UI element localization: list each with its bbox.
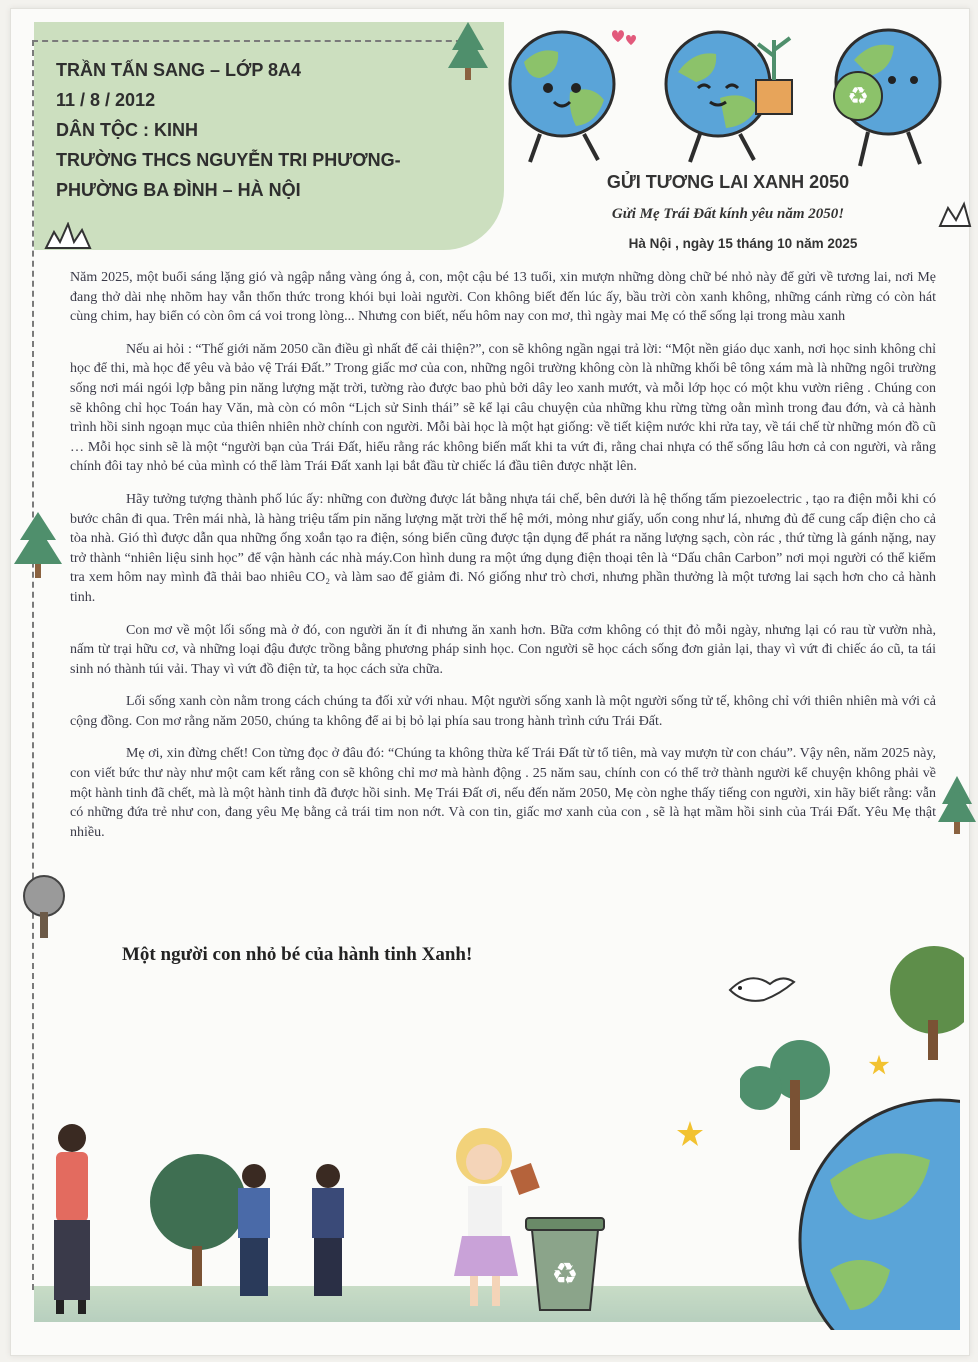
letter-body bbox=[70, 268, 936, 855]
recycle-bin-icon bbox=[520, 1210, 610, 1314]
letter-subtitle: Gửi Mẹ Trái Đất kính yêu năm 2050! bbox=[611, 206, 845, 222]
star-icon bbox=[868, 1054, 890, 1076]
boy-figure-icon bbox=[300, 1160, 356, 1310]
teacher-figure-icon bbox=[40, 1120, 100, 1320]
paragraph: Nếu ai hỏi : “Thế giới năm 2050 cần điều gì nhất để cải thiện?”, con sẽ không ngần ngại trả lời: “Một nền giáo dục xanh, nơi học sinh không chỉ học để thi, mà học để yêu và bảo vệ Trái Đất.” Trong giấc mơ của con, những ngôi trường không còn là những khối bê tông xám mà là những ngôi trường sống nơi mái ngói lợp bằng pin năng lượng mặt trời, tường rào được bao phủ bởi dây leo xanh mướt, và mỗi lớp học có một khu vườn riêng . Chúng con sẽ không chỉ học Toán hay Văn, mà còn có môn “Lịch sử Sinh thái” sẽ kể lại câu chuyện của những khu rừng từng oằn mình trong đau đớn, và cả hành trình hồi sinh ngoạn mục của thiên nhiên nhờ chính con người. Mỗi bài học là một hạt giống: về tiết kiệm nước khi rửa tay, về tái chế từ những món đồ cũ … Mỗi học sinh sẽ là một “người bạn của Trái Đất, hiểu rằng rác không biến mất khi ta vứt đi, rằng chai nhựa có thể sống lâu hơn cả con người, và rằng chính đôi tay nhỏ bé của mình có thể làm Trái Đất xanh lại bắt đầu từ chiếc lá đầu tiên được nhặt lên. bbox=[70, 341, 936, 475]
school-address: PHƯỜNG BA ĐÌNH – HÀ NỘI bbox=[56, 180, 301, 200]
round-tree-icon bbox=[16, 872, 72, 942]
earth-mascot-icon bbox=[660, 20, 800, 170]
pine-tree-icon bbox=[10, 510, 66, 582]
paragraph: Con mơ về một lối sống mà ở đó, con người ăn ít đi nhưng ăn xanh hơn. Bữa cơm không có thịt đỏ mỗi ngày, nhưng lại có rau từ vườn nhà, nấm từ trại hữu cơ, và những loại đậu được trồng bằng phương pháp sinh học. Con người sẽ học cách sống đơn giản lại, thay vì vứt đi chiếc áo cũ, ta tái sinh nó thành túi vải. Thay vì vứt đồ điện tử, ta học cách sửa chữa. bbox=[70, 622, 936, 677]
pine-tree-icon bbox=[936, 774, 978, 838]
student-name-class: TRẦN TẤN SANG – LỚP 8A4 bbox=[56, 60, 302, 80]
birth-date: 11 / 8 / 2012 bbox=[56, 90, 156, 110]
letter-date: Hà Nội , ngày 15 tháng 10 năm 2025 bbox=[628, 236, 858, 251]
earth-mascot-icon bbox=[828, 16, 948, 176]
paragraph: Hãy tưởng tượng thành phố lúc ấy: những con đường được lát bằng nhựa tái chế, bên dưới là hệ thống tấm piezoelectric , tạo ra điện mỗi khi có bước chân đi qua. Trên mái nhà, là hàng triệu tấm pin năng lượng mặt trời thế hệ mới, mỏng như giấy, uốn cong như lá, nhưng đủ để cung cấp điện cho cả tòa nhà. Gió thì được dẫn qua những ống xoắn tạo ra điện, sóng biển cũng được tận dụng để phát ra năng lượng sạch, còn rác , thứ từng là gánh nặng, nay trở thành “nhiên liệu sinh học” để vận hành các nhà máy.Con hình dung ra một ứng dụng điện thoại tên là “Dấu chân Carbon” nơi mọi người có thể kiểm tra xem hôm nay mình đã thải bao nhiêu CO₂ và làm sao để giảm đi. Nó giống như trò chơi, nhưng phần thưởng là một tương lai sạch hơn cho cả hành tinh. bbox=[70, 491, 936, 605]
paragraph: Lối sống xanh còn nằm trong cách chúng ta đối xử với nhau. Một người sống xanh là một người sống tử tế, không chỉ với thiên nhiên mà với cả cộng đồng. Con mơ rằng năm 2050, chúng ta không để ai bị bỏ lại phía sau trong hành trình cứu Trái Đất. bbox=[70, 694, 936, 729]
student-info-box bbox=[34, 22, 504, 250]
earth-mascot-icon bbox=[500, 22, 620, 172]
dashed-border-top bbox=[32, 40, 472, 42]
pine-tree-icon bbox=[446, 20, 490, 84]
svg-text:♻: ♻ bbox=[551, 1257, 579, 1292]
star-icon bbox=[676, 1120, 704, 1148]
paragraph: Năm 2025, một buổi sáng lặng gió và ngập nắng vàng óng ả, con, một cậu bé 13 tuổi, xin mượn những dòng chữ bé nhỏ này để gửi về tương lai, nơi Mẹ đang thở dài nhẹ nhõm hay vẫn thổn thức trong khói bụi loài người. Con không biết đến lúc ấy, bầu trời còn xanh không, những cánh rừng có còn hát cùng chim, hay biển có còn ôm cá voi trong lòng... Nhưng con biết, nếu hôm nay con mơ, thì ngày mai Mẹ có thể sống lại trong màu xanh bbox=[70, 270, 936, 325]
letter-title: GỬI TƯƠNG LAI XANH 2050 bbox=[606, 172, 850, 192]
grass-icon bbox=[44, 222, 96, 250]
bird-icon bbox=[720, 960, 800, 1010]
signoff: Một người con nhỏ bé của hành tinh Xanh! bbox=[122, 944, 473, 965]
school-name: TRƯỜNG THCS NGUYỄN TRI PHƯƠNG- bbox=[56, 150, 401, 170]
svg-text:♻: ♻ bbox=[847, 82, 869, 110]
leaf-icon bbox=[938, 200, 972, 230]
earth-globe-icon bbox=[740, 1040, 960, 1330]
boy-figure-icon bbox=[226, 1160, 282, 1310]
paragraph: Mẹ ơi, xin đừng chết! Con từng đọc ở đâu đó: “Chúng ta không thừa kế Trái Đất từ tổ tiên, mà vay mượn từ con cháu”. Vậy nên, năm 2025 này, con viết bức thư này như một cam kết rằng con sẽ không chỉ mơ mà hành động . 25 năm sau, chính con có thể trở thành người kể chuyện không phải về một hành tinh đã chết, mà là một hành tinh đã được hồi sinh. Mẹ Trái Đất ơi, nếu đến năm 2050, Mẹ còn nghe thấy tiếng con người, xin hãy biết rằng: vẫn có những đứa trẻ như con, đang yêu Mẹ bằng cả trái tim non nớt. Và con tin, giấc mơ xanh của con , sẽ là hạt mầm hồi sinh của Trái Đất. Yêu Mẹ thật nhiều. bbox=[70, 746, 936, 840]
ethnicity: DÂN TỘC : KINH bbox=[56, 120, 198, 140]
